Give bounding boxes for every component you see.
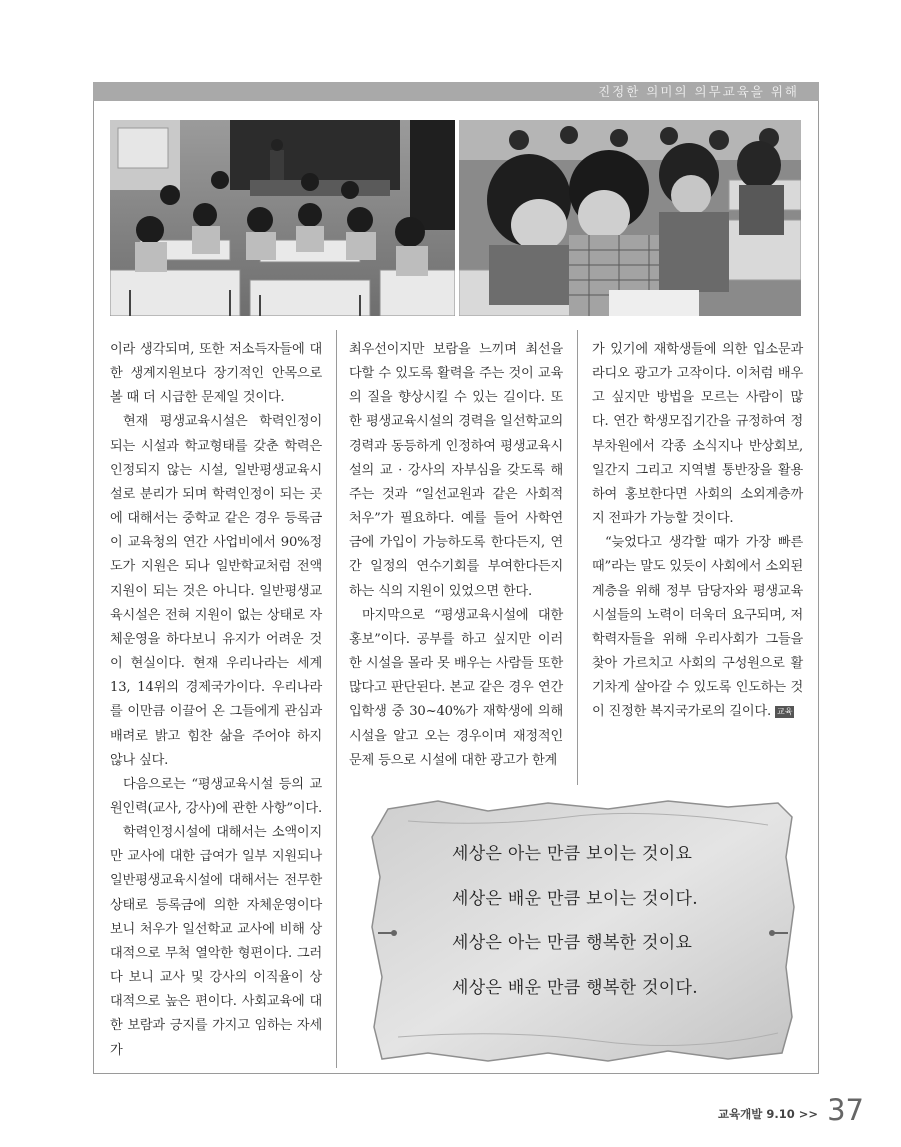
paragraph: 현재 평생교육시설은 학력인정이 되는 시설과 학교형태를 갖춘 학력은 인정되지 않는 시설, 일반평생교육시설로 분리가 되며 학력인정이 되는 곳에 대해서는 중학교 같은 경우 등록금이 교육청의 연간 사업비에서 90%정도가 지원은 되나 일반학교처럼 전액 지원이 되는 것은 아니다. 일반평생교육시설은 전혀 지원이 없는 상태로 자체운영을 하다보니 유지가 어려운 것이 현실이다. 현재 우리나라는 세계 13, 14위의 경제국가이다. 우리나라를 이만큼 이끌어 온 그들에게 관심과 배려로 밝고 힘찬 삶을 주어야 하지 않나 싶다.	[110, 414, 322, 768]
poem-line: 세상은 아는 만큼 보이는 것이요	[452, 844, 693, 864]
paragraph-text: “늦었다고 생각할 때가 가장 빠른 때”라는 말도 있듯이 사회에서 소외된 계층을 위해 정부 담당자와 평생교육시설들의 노력이 더욱더 요구되며, 저학력자들을 위해 우리사회가 그들을 찾아 가르치고 사회의 구성원으로 활기차게 살아갈 수 있도록 인도하는 것이 진정한 복지국가로의 길이다.	[592, 535, 803, 720]
running-header: 진정한 의미의 의무교육을 위해	[93, 82, 819, 101]
poem	[452, 843, 772, 1022]
paragraph: 다음으로는 “평생교육시설 등의 교원인력(교사, 강사)에 관한 사항”이다.	[110, 776, 322, 816]
end-mark: 교육	[776, 707, 793, 717]
paragraph: 학력인정시설에 대해서는 소액이지만 교사에 대한 급여가 일부 지원되나 일반평생교육시설에 대해서는 전무한 상태로 등록금에 의한 자체운영이다 보니 처우가 일선학교 교사에 비해 상대적으로 무척 열악한 형편이다. 그러다 보니 교사 및 강사의 이직율이 상대적으로 높은 편이다. 사회교육에 대한 보람과 긍지를 가지고 임하는 자세가	[110, 825, 322, 1058]
article-column-3	[592, 338, 803, 725]
page-footer	[704, 1095, 864, 1127]
column-divider	[577, 330, 578, 785]
article-column-2	[349, 338, 563, 773]
classroom-wide-photo	[110, 120, 455, 316]
poem-line: 세상은 배운 만큼 행복한 것이다.	[452, 978, 698, 999]
paragraph: 마지막으로 “평생교육시설에 대한 홍보”이다. 공부를 하고 싶지만 이러한 시설을 몰라 못 배우는 사람들 또한 많다고 판단된다. 본교 같은 경우 연간 입학생 중 30~40%가 재학생에 의해 시설을 알고 오는 경우이며 재정적인 문제 등으로 시설에 대한 광고가 한계	[349, 607, 563, 768]
poem-line: 세상은 아는 만큼 행복한 것이요	[452, 933, 693, 954]
page-number: 37	[827, 1093, 864, 1127]
poem-line: 세상은 배운 만큼 보이는 것이다.	[452, 888, 698, 909]
article-column-1	[110, 338, 322, 1063]
paragraph: 최우선이지만 보람을 느끼며 최선을 다할 수 있도록 활력을 주는 것이 교육의 질을 향상시킬 수 있는 길이다. 또한 평생교육시설의 경력을 일선학교의 경력과 동등하게 인정하여 평생교육시설의 교 · 강사의 자부심을 갖도록 해주는 것과 “일선교원과 같은 사회적 처우”가 필요하다. 예를 들어 사학연금에 가입이 가능하도록 한다든지, 연간 일정의 연수기회를 부여한다든지 하는 식의 지원이 있었으면 한다.	[349, 342, 563, 599]
magazine-name: 교육개발 9.10 >>	[717, 1107, 818, 1121]
column-divider	[336, 330, 337, 1068]
paragraph	[592, 531, 803, 724]
paragraph: 가 있기에 재학생들에 의한 입소문과 라디오 광고가 고작이다. 이처럼 배우고 싶지만 방법을 모르는 사람이 많다. 연간 학생모집기간을 규정하여 정부차원에서 각종 소식지나 반상회보, 일간지 그리고 지역별 통반장을 활용하여 홍보한다면 사회의 소외계층까지 전파가 가능할 것이다.	[592, 342, 803, 527]
students-writing-photo	[459, 120, 801, 316]
paragraph: 이라 생각되며, 또한 저소득자들에 대한 생계지원보다 장기적인 안목으로 볼 때 더 시급한 문제일 것이다.	[110, 342, 322, 406]
